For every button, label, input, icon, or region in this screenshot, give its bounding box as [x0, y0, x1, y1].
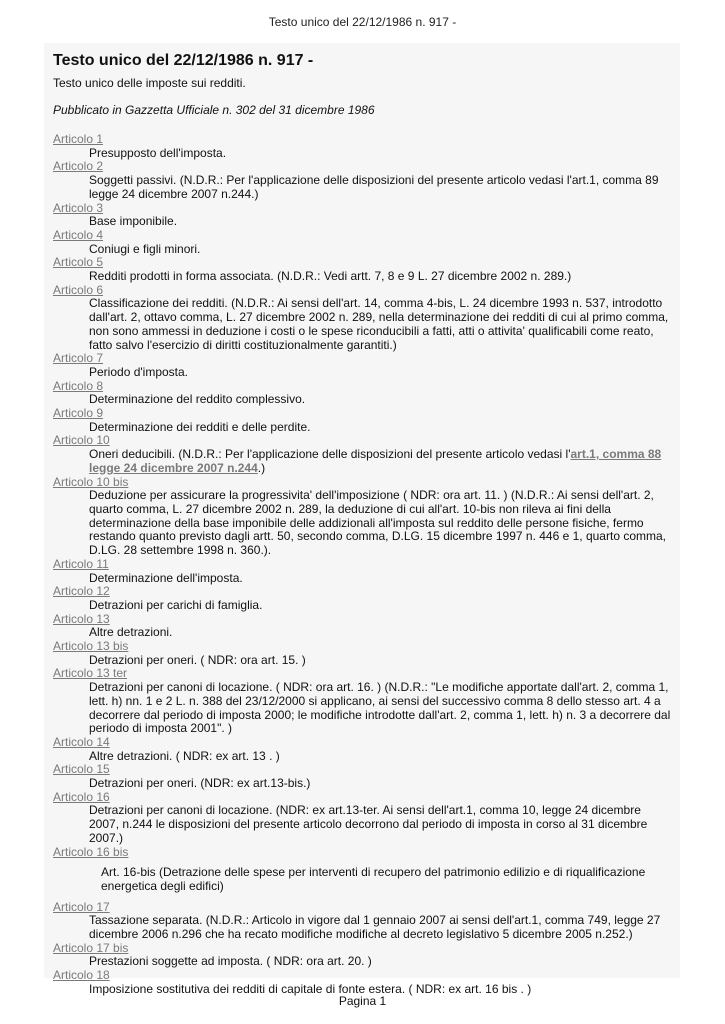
article-item: [53, 284, 673, 353]
article-item: [53, 380, 673, 407]
article-item: [53, 640, 673, 667]
article-item: [53, 202, 673, 229]
article-link[interactable]: Articolo 1: [53, 132, 104, 146]
document-content: [53, 52, 673, 997]
article-link[interactable]: Articolo 12: [53, 584, 110, 599]
article-description: Coniugi e figli minori.: [89, 241, 201, 256]
article-description: Base imponibile.: [89, 214, 178, 229]
article-item: [53, 901, 673, 942]
article-link[interactable]: Articolo 16 bis: [53, 844, 129, 859]
article-link[interactable]: Articolo 13 bis: [53, 639, 129, 654]
article-link[interactable]: Articolo 16: [53, 789, 110, 804]
article-description: Detrazioni per canoni di locazione. ( NDR: ora art. 16. ) (N.D.R.: "Le modifiche apportate dall'art. 2, comma 1, lett. h) nn. 1 e 2 L. n. 388 del 23/12/2000 si applicano, ai sensi del successivo comma 8 dello stesso art. 4 a decorrere dal periodo di imposta 2000; le modifiche introdotte dall'art. 2, comma 1, lett. h) n. 3 a decorrere dal periodo di imposta 2001". ): [89, 680, 671, 736]
article-item: [53, 585, 673, 612]
article-description: Detrazioni per canoni di locazione. (NDR: ex art.13-ter. Ai sensi dell'art.1, comma 10, legge 24 dicembre 2007, n.244 le disposizioni del presente articolo decorrono dal periodo di imposta in corso al 31 dicembre 2007.): [89, 803, 648, 845]
article-link[interactable]: Articolo 10: [53, 433, 110, 448]
article-item: [53, 160, 673, 201]
article-item: [53, 763, 673, 790]
article-description: Detrazioni per carichi di famiglia.: [89, 597, 263, 612]
article-item: [53, 613, 673, 640]
law-reference-link[interactable]: art.1, comma 88 legge 24 dicembre 2007 n.244: [89, 447, 662, 475]
article-description: Deduzione per assicurare la progressivita' dell'imposizione ( NDR: ora art. 11. ) (N.D.R.: Ai sensi dell'art. 2, quarto comma, L. 27 dicembre 2002 n. 289, la deduzione di cui all'art. 10-bis non rileva ai fini della determinazione della base imponibile delle addizionali all'imposta sul reddito delle persone fisiche, fermo restando quanto previsto dagli artt. 50, secondo comma, D.LG. 15 dicembre 1997 n. 446 e 1, quarto comma, D.LG. 28 settembre 1998 n. 360.).: [89, 488, 666, 558]
article-item: [53, 942, 673, 969]
article-link[interactable]: Articolo 18: [53, 968, 110, 983]
article-item: [53, 969, 673, 996]
article-item: [53, 736, 673, 763]
document-title: Testo unico del 22/12/1986 n. 917 -: [53, 52, 314, 69]
article-link[interactable]: Articolo 5: [53, 255, 104, 270]
article-description: Presupposto dell'imposta.: [89, 145, 227, 160]
page-number: Pagina 1: [338, 994, 387, 1008]
article-description: Altre detrazioni.: [89, 625, 173, 640]
article-link[interactable]: Articolo 9: [53, 406, 104, 421]
document-subtitle: Testo unico delle imposte sui redditi.: [53, 76, 246, 90]
article-link[interactable]: Articolo 14: [53, 734, 110, 749]
publication-note: Pubblicato in Gazzetta Ufficiale n. 302 del 31 dicembre 1986: [53, 103, 375, 117]
article-item: [53, 352, 673, 379]
article-description: Art. 16-bis (Detrazione delle spese per interventi di recupero del patrimonio edilizio e di riqualificazione energetica degli edifici): [101, 865, 646, 893]
article-item: [53, 229, 673, 256]
article-description: [89, 448, 673, 475]
article-list: [53, 133, 673, 997]
article-description: Tassazione separata. (N.D.R.: Articolo in vigore dal 1 gennaio 2007 ai sensi dell'art.1, comma 749, legge 27 dicembre 2006 n.296 che ha recato modifiche modifiche al decreto legislativo 5 dicembre 2005 n.252.): [89, 913, 661, 942]
article-description-text: .): [257, 460, 266, 475]
article-description: Detrazioni per oneri. ( NDR: ora art. 15. ): [89, 652, 306, 667]
article-link[interactable]: Articolo 8: [53, 378, 104, 393]
article-link[interactable]: Articolo 4: [53, 227, 104, 242]
article-description: Periodo d'imposta.: [89, 364, 189, 379]
article-description: Determinazione dei redditi e delle perdite.: [89, 419, 311, 434]
article-link[interactable]: Articolo 6: [53, 282, 104, 297]
article-link[interactable]: Articolo 15: [53, 762, 110, 777]
article-item: [53, 846, 673, 894]
article-item: [53, 407, 673, 434]
article-description: Determinazione dell'imposta.: [89, 570, 243, 585]
article-description: Imposizione sostitutiva dei redditi di capitale di fonte estera. ( NDR: ex art. 16 bis . ): [89, 981, 532, 996]
article-description: Altre detrazioni. ( NDR: ex art. 13 . ): [89, 748, 280, 763]
article-link[interactable]: Articolo 11: [53, 556, 109, 571]
article-link[interactable]: Articolo 2: [53, 159, 104, 174]
article-link[interactable]: Articolo 13 ter: [53, 666, 128, 681]
article-link[interactable]: Articolo 3: [53, 200, 104, 215]
article-link[interactable]: Articolo 13: [53, 611, 110, 626]
article-item: [53, 133, 673, 160]
article-link[interactable]: Articolo 7: [53, 351, 104, 366]
article-item: [53, 476, 673, 558]
article-description: Redditi prodotti in forma associata. (N.D.R.: Vedi artt. 7, 8 e 9 L. 27 dicembre 2002 n. 289.): [89, 269, 572, 284]
article-description: Classificazione dei redditi. (N.D.R.: Ai sensi dell'art. 14, comma 4-bis, L. 24 dicembre 1993 n. 537, introdotto dall'art. 2, ottavo comma, L. 27 dicembre 2002 n. 289, nella determinazione dei redditi di cui al primo comma, non sono ammessi in deduzione i costi o le spese riconducibili a fatti, atti o attivita' qualificabili come reato, fatto salvo l'esercizio di diritti costituzionalmente garantiti.): [89, 296, 669, 352]
page-header-title: Testo unico del 22/12/1986 n. 917 -: [268, 15, 457, 29]
article-description: Determinazione del reddito complessivo.: [89, 392, 306, 407]
article-description: Detrazioni per oneri. (NDR: ex art.13-bis.): [89, 776, 311, 791]
article-link[interactable]: Articolo 17: [53, 899, 110, 914]
article-description: Prestazioni soggette ad imposta. ( NDR: ora art. 20. ): [89, 954, 372, 969]
article-description-text: Oneri deducibili. (N.D.R.: Per l'applicazione delle disposizioni del presente articolo vedasi l': [89, 447, 571, 462]
article-link[interactable]: Articolo 10 bis: [53, 474, 129, 489]
article-link[interactable]: Articolo 17 bis: [53, 940, 129, 955]
article-description: Soggetti passivi. (N.D.R.: Per l'applicazione delle disposizioni del presente articolo vedasi l'art.1, comma 89 legge 24 dicembre 2007 n.244.): [89, 173, 659, 201]
article-item: [53, 558, 673, 585]
article-item: [53, 791, 673, 846]
article-item: [53, 256, 673, 283]
article-item: [53, 434, 673, 475]
article-item: [53, 667, 673, 736]
